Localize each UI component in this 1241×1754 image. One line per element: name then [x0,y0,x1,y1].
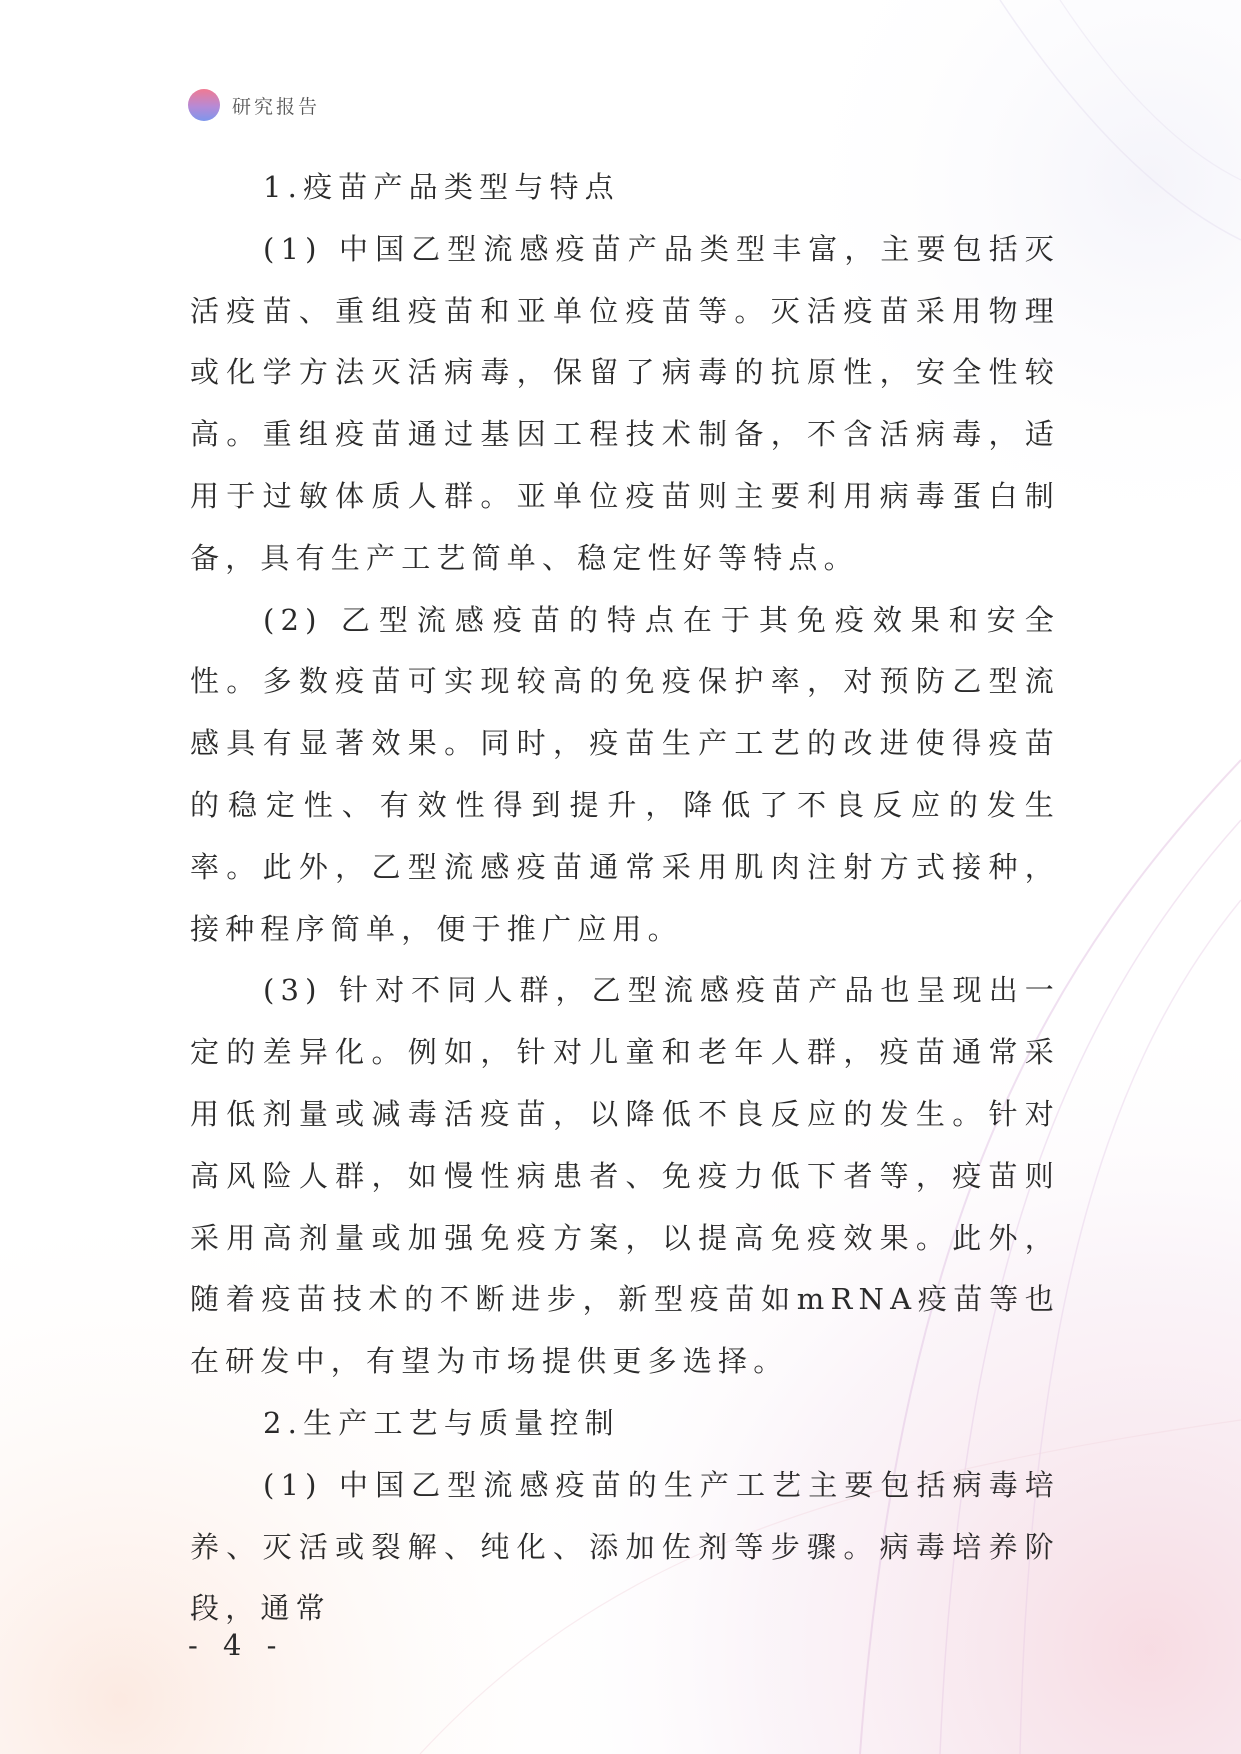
paragraph: (1) 中国乙型流感疫苗产品类型丰富，主要包括灭活疫苗、重组疫苗和亚单位疫苗等。灭活疫苗采用物理或化学方法灭活病毒，保留了病毒的抗原性，安全性较高。重组疫苗通过基因工程技术制备，不含活病毒，适用于过敏体质人群。亚单位疫苗则主要利用病毒蛋白制备，具有生产工艺简单、稳定性好等特点。 [190,231,1060,575]
header-label: 研究报告 [232,95,321,118]
paragraph: (1) 中国乙型流感疫苗的生产工艺主要包括病毒培养、灭活或裂解、纯化、添加佐剂等步骤。病毒培养阶段，通常 [190,1467,1060,1626]
report-logo-icon [188,89,220,121]
report-body [190,157,1060,1640]
paragraph: (3) 针对不同人群，乙型流感疫苗产品也呈现出一定的差异化。例如，针对儿童和老年人群，疫苗通常采用低剂量或减毒活疫苗，以降低不良反应的发生。针对高风险人群，如慢性病患者、免疫力低下者等，疫苗则采用高剂量或加强免疫方案，以提高免疫效果。此外，随着疫苗技术的不断进步，新型疫苗如mRNA疫苗等也在研发中，有望为市场提供更多选择。 [190,973,1060,1379]
section-heading: 1.疫苗产品类型与特点 [263,170,620,204]
section-heading: 2.生产工艺与质量控制 [263,1405,620,1440]
page-header [188,88,320,122]
page-number: - 4 - [188,1628,285,1662]
paragraph: (2) 乙型流感疫苗的特点在于其免疫效果和安全性。多数疫苗可实现较高的免疫保护率，对预防乙型流感具有显著效果。同时，疫苗生产工艺的改进使得疫苗的稳定性、有效性得到提升，降低了不良反应的发生率。此外，乙型流感疫苗通常采用肌肉注射方式接种，接种程序简单，便于推广应用。 [190,602,1060,946]
